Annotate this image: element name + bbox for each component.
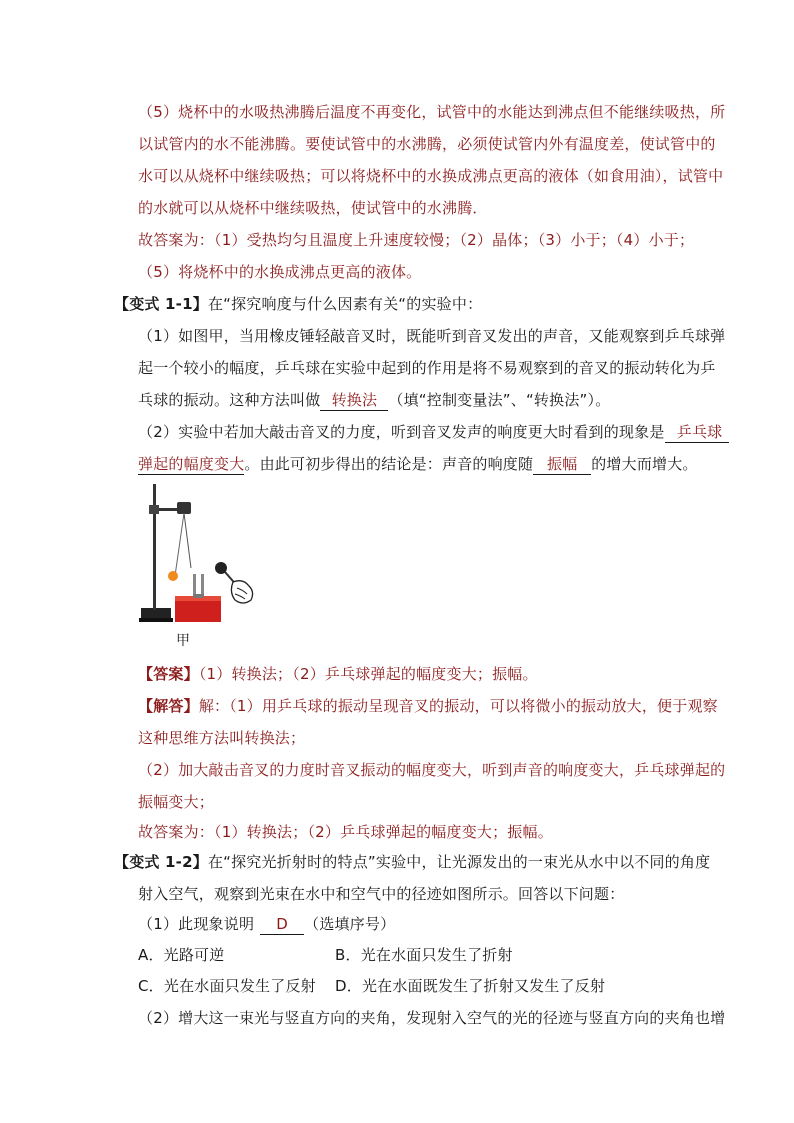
hand [231, 581, 252, 603]
prev-solution-line-1: （5）烧杯中的水吸热沸腾后温度不再变化，试管中的水能达到沸点但不能继续吸热，所 [138, 103, 726, 121]
ping-pong-ball [168, 571, 178, 581]
option-c: C．光在水面只发生了反射 [138, 977, 316, 995]
part2-answer-blank-1a: 乒乓球 [665, 422, 729, 443]
explanation-line-4: 振幅变大； [138, 793, 215, 811]
tuning-fork-experiment-figure [135, 478, 265, 628]
option-d: D．光在水面既发生了折射又发生了反射 [335, 977, 606, 995]
part1-answer-blank: 转换法 [320, 390, 388, 411]
part2-answer-blank-2: 振幅 [533, 454, 591, 475]
question-1-2-prompt: 在“探究光折射时的特点”实验中，让光源发出的一束光从水中以不同的角度 [207, 853, 711, 871]
pendulum-string [175, 513, 184, 576]
question-1-2-part1 [138, 914, 395, 935]
prev-solution-line-2: 以试管内的水不能沸腾。要使试管中的水沸腾，必须使试管内外有温度差，使试管中的 [138, 135, 716, 153]
question-1-1-part2-line-2 [138, 454, 698, 475]
option-a: A．光路可逆 [138, 946, 225, 964]
part2-post-text: 的增大而增大。 [591, 455, 698, 473]
q12-part1-post: （选填序号） [304, 915, 396, 933]
explanation-tag: 【解答】 [138, 697, 199, 715]
question-1-2-prompt-line-2: 射入空气，观察到光束在水中和空气中的径迹如图所示。回答以下问题： [138, 885, 625, 903]
question-1-1-part1-line-2: 起一个较小的幅度，乒乓球在实验中起到的作用是将不易观察到的音叉的振动转化为乒 [138, 359, 716, 377]
part2-mid-text: 。由此可初步得出的结论是：声音的响度随 [244, 455, 534, 473]
question-1-2-part2: （2）增大这一束光与竖直方向的夹角，发现射入空气的光的径迹与竖直方向的夹角也增 [138, 1009, 726, 1027]
question-1-1-part1-line-1: （1）如图甲，当用橡皮锤轻敲音叉时，既能听到音叉发出的声音，又能观察到乒乓球弹 [138, 327, 726, 345]
answer-tag: 【答案】 [138, 665, 199, 683]
final-answer-line: 故答案为：（1）转换法；（2）乒乓球弹起的幅度变大；振幅。 [138, 823, 553, 841]
q12-part1-pre: （1）此现象说明 [138, 915, 255, 933]
option-b: B．光在水面只发生了折射 [335, 946, 513, 964]
prev-solution-line-4: 的水就可以从烧杯中继续吸热，使试管中的水沸腾． [138, 199, 488, 217]
answer-line [138, 664, 538, 684]
part2-answer-blank-1b: 弹起的幅度变大 [138, 455, 245, 473]
explanation-line-1 [138, 696, 718, 716]
explanation-line-2: 这种思维方法叫转换法； [138, 729, 306, 747]
prev-answer-line-2: （5）将烧杯中的水换成沸点更高的液体。 [138, 263, 422, 281]
q12-part1-blank: D [260, 914, 304, 935]
explanation-text-1: 解：（1）用乒乓球的振动呈现音叉的振动，可以将微小的振动放大，便于观察 [198, 697, 718, 715]
prev-solution-line-3: 水可以从烧杯中继续吸热；可以将烧杯中的水换成沸点更高的液体（如食用油），试管中 [138, 167, 724, 185]
explanation-line-3: （2）加大敲击音叉的力度时音叉振动的幅度变大，听到声音的响度变大，乒乓球弹起的 [138, 761, 726, 779]
question-1-1-prompt: 在“探究响度与什么因素有关“的实验中： [207, 295, 483, 313]
part2-pre-text: （2）实验中若加大敲击音叉的力度，听到音叉发声的响度更大时看到的现象是 [138, 423, 665, 441]
question-1-1-part1-line-3 [138, 390, 610, 411]
question-1-1-title [114, 294, 482, 314]
question-1-2-tag: 【变式 1-2】 [114, 853, 208, 871]
question-1-1-part2-line-1 [138, 422, 729, 443]
part1-post-text: （填“控制变量法”、“转换法”）。 [388, 391, 611, 409]
question-1-1-tag: 【变式 1-1】 [114, 295, 208, 313]
figure-caption: 甲 [176, 633, 190, 649]
question-1-2-title [114, 852, 710, 872]
prev-answer-line-1: 故答案为：（1）受热均匀且温度上升速度较慢；（2）晶体；（3）小于；（4）小于； [138, 231, 695, 249]
stand-pole [153, 484, 156, 610]
answer-text: （1）转换法；（2）乒乓球弹起的幅度变大；振幅。 [198, 665, 538, 683]
part1-pre-text: 乓球的振动。这种方法叫做 [138, 391, 321, 409]
